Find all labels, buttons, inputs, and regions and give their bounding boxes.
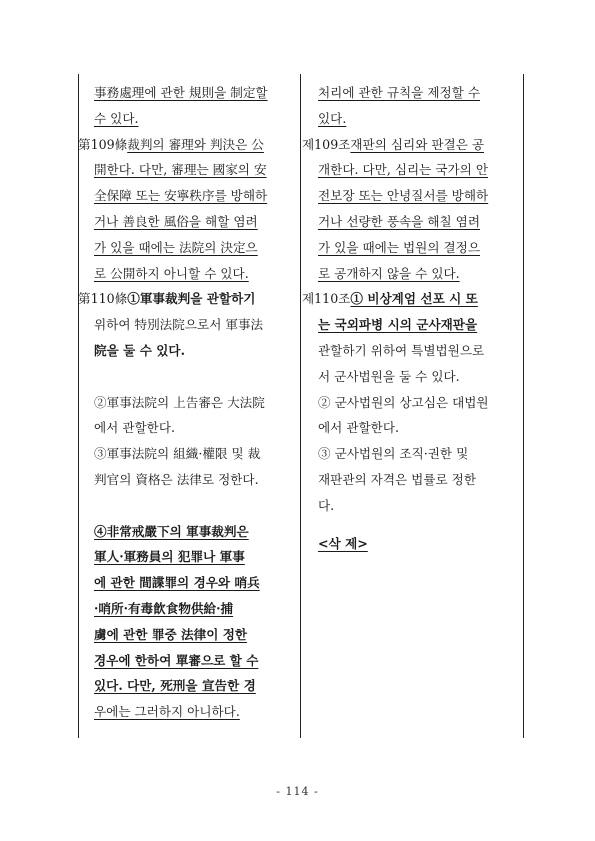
left-article-110: 第110條 ①軍事裁判을 관할하기 — [78, 286, 298, 312]
left-paragraph-2: ②軍事法院의 上告審은 大法院 에서 관할한다. — [94, 394, 265, 436]
article-number: 第110條 — [78, 291, 128, 307]
revised-text-column — [302, 80, 522, 556]
right-paragraph-2: ② 군사법원의 상고심은 대법원 에서 관할한다. — [318, 394, 489, 436]
right-paragraph-3: ③ 군사법원의 조직·권한 및 재판관의 자격은 법률로 정한 다. — [318, 446, 476, 513]
article-number: 第109條 — [78, 136, 128, 152]
article-number: 제109조 — [302, 136, 351, 152]
current-text-column — [78, 80, 298, 725]
table-right-border — [523, 74, 524, 738]
left-paragraph-3: ③軍事法院의 組織·權限 및 裁 判官의 資格은 法律로 정한다. — [94, 446, 261, 487]
right-article-109: 제109조 재판의 심리와 판결은 공 — [302, 132, 522, 158]
right-article-110-cont: 는 국외파병 시의 군사재판을 관할하기 위하여 특별법원으로 서 군사법원을 둘 수 있다. — [318, 317, 485, 384]
page-number: - 114 - — [276, 785, 319, 798]
left-article-109-cont: 開한다. 다만, 審理는 國家의 安 全保障 또는 安寧秩序를 방해하 거나 善良한 風俗을 해할 염려 가 있을 때에는 法院의 決定으 로 公開하지 아니할 수 있다. — [94, 162, 268, 281]
right-paragraph-4-deleted: <삭 제> — [318, 535, 368, 551]
left-article-109: 第109條 裁判의 審理와 判決은 公 — [78, 132, 298, 158]
right-article-110: 제110조 ① 비상계엄 선포 시 또 — [302, 286, 522, 312]
right-article-109-cont: 개한다. 다만, 심리는 국가의 안 전보장 또는 안녕질서를 방해하 거나 선량한 풍속을 해칠 염려 가 있을 때에는 법원의 결정으 로 공개하지 않을 수 있다. — [318, 162, 489, 281]
left-intro: 事務處理에 관한 規則을 制定할 수 있다. — [94, 85, 268, 126]
comparison-table — [78, 74, 524, 738]
left-article-110-cont: 위하여 特別法院으로서 軍事法 院을 둘 수 있다. — [94, 317, 264, 358]
left-paragraph-4: ④非常戒嚴下의 軍事裁判은 軍人·軍務員의 犯罪나 軍事 에 관한 間諜罪의 경우와 哨兵 ·哨所·有毒飮食物供給·捕 虜에 관한 罪중 法律이 정한 경우에 한하여 單審으로 할 수 있다. 다만, 死刑을 宣告한 경 우에는 그러하지 아니하다. — [94, 523, 260, 720]
article-number: 제110조 — [302, 291, 351, 307]
right-intro: 처리에 관한 규칙을 제정할 수 있다. — [318, 85, 480, 126]
table-column-divider — [300, 74, 301, 738]
